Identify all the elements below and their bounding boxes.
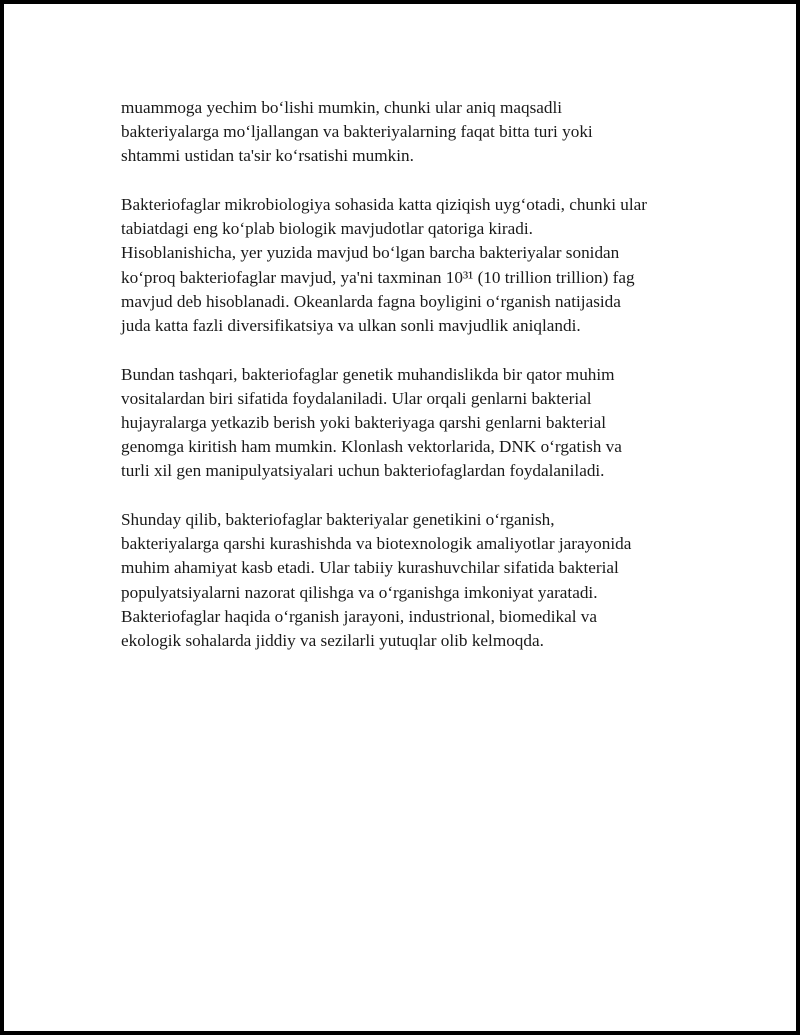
text-line: populyatsiyalarni nazorat qilishga va oʻrganishga imkoniyat yaratadi. [121,582,598,602]
paragraph-3 [121,363,701,484]
text-line: mavjud deb hisoblanadi. Okeanlarda fagna boyligini oʻrganish natijasida [121,291,621,311]
text-line: bakteriyalarga moʻljallangan va bakteriyalarning faqat bitta turi yoki [121,122,593,142]
text-line: muhim ahamiyat kasb etadi. Ular tabiiy kurashuvchilar sifatida bakterial [121,558,619,578]
text-line: Bakteriofaglar mikrobiologiya sohasida katta qiziqish uygʻotadi, chunki ular [121,195,647,214]
document-body [121,96,701,678]
text-line: juda katta fazli diversifikatsiya va ulkan sonli mavjudlik aniqlandi. [121,316,581,336]
text-line: shtammi ustidan ta'sir koʻrsatishi mumkin. [121,146,414,166]
text-line: tabiatdagi eng koʻplab biologik mavjudotlar qatoriga kiradi. [121,219,533,239]
text-line: vositalardan biri sifatida foydalaniladi. Ular orqali genlarni bakterial [121,388,592,408]
text-line: muammoga yechim boʻlishi mumkin, chunki ular aniq maqsadli [121,98,563,117]
paragraph-2 [121,193,701,338]
text-line: Bundan tashqari, bakteriofaglar genetik muhandislikda bir qator muhim [121,364,615,384]
text-line: Bakteriofaglar haqida oʻrganish jarayoni, industrional, biomedikal va [121,606,598,626]
text-line: turli xil gen manipulyatsiyalari uchun bakteriofaglardan foydalaniladi. [121,461,605,481]
text-line: bakteriyalarga qarshi kurashishda va biotexnologik amaliyotlar jarayonida [121,534,632,554]
text-line: Hisoblanishicha, yer yuzida mavjud boʻlgan barcha bakteriyalar sonidan [121,243,620,263]
text-line: genomga kiritish ham mumkin. Klonlash vektorlarida, DNK oʻrgatish va [121,437,622,457]
paragraph-1 [121,96,701,169]
text-line: ekologik sohalarda jiddiy va sezilarli yutuqlar olib kelmoqda. [121,631,544,651]
paragraph-4 [121,508,701,653]
text-line: hujayralarga yetkazib berish yoki bakteriyaga qarshi genlarni bakterial [121,413,607,433]
text-line: koʻproq bakteriofaglar mavjud, ya'ni taxminan 10³¹ (10 trillion trillion) fag [121,267,635,287]
text-line: Shunday qilib, bakteriofaglar bakteriyalar genetikini oʻrganish, [121,510,555,530]
